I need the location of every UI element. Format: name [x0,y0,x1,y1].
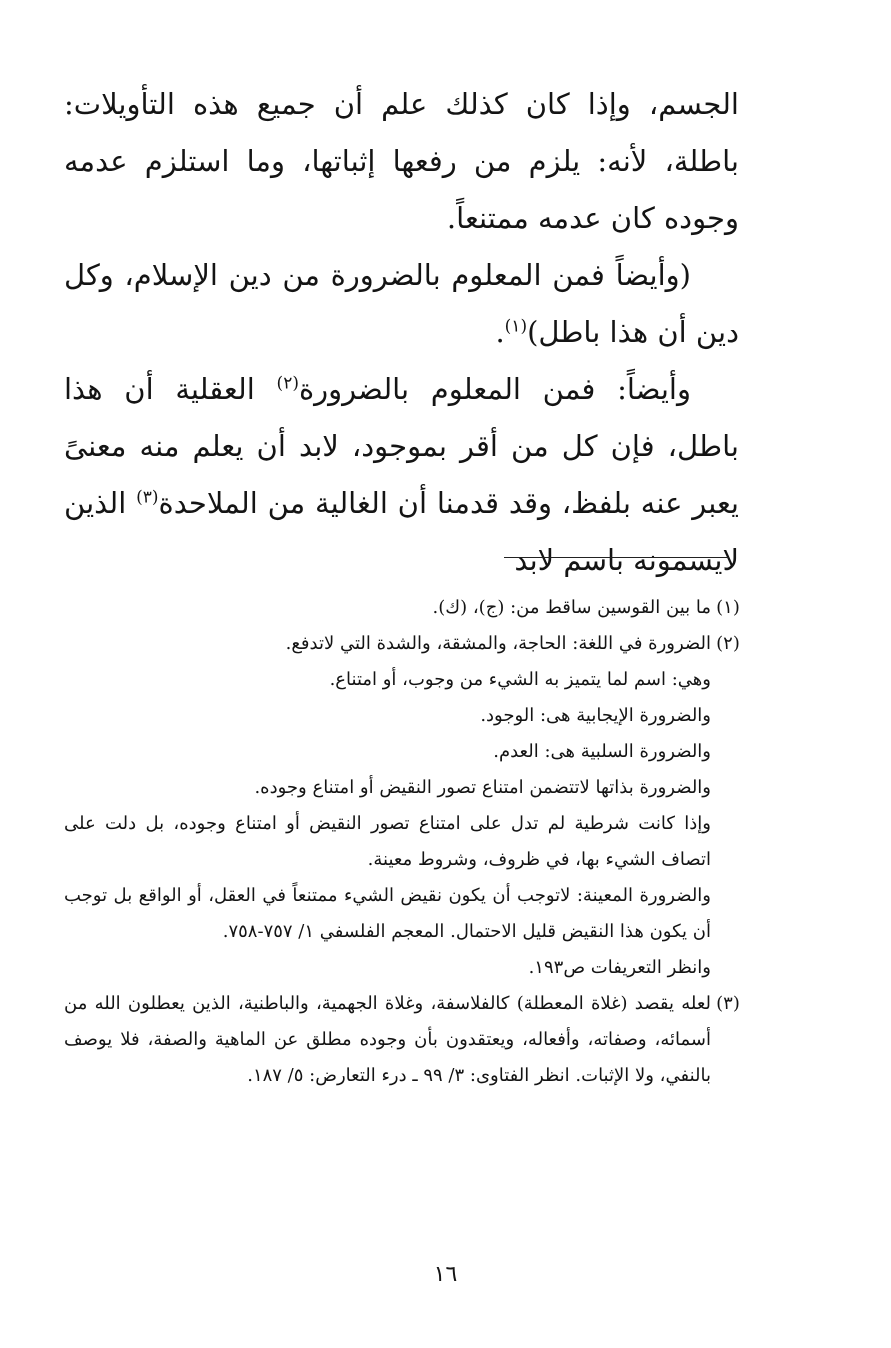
paragraph-2 [64,247,739,361]
footnote-line: الضرورة في اللغة: الحاجة، والمشقة، والشدة التي لاتدفع. [285,633,711,654]
paragraph-1: الجسم، وإذا كان كذلك علم أن جميع هذه التأويلات: باطلة، لأنه: يلزم من رفعها إثباتها، وما استلزم عدمه وجوده كان عدمه ممتنعاً. [64,87,739,235]
footnote-line: وانظر التعريفات ص١٩٣. [528,957,711,978]
paragraph-3 [64,361,739,589]
footnotes [64,590,741,1094]
footnote-number: (٣) [716,993,740,1014]
footnote-line: والضرورة المعينة: لاتوجب أن يكون نقيض الشيء ممتنعاً في العقل، أو الواقع بل توجب أن يكون هذا النقيض قليل الاحتمال. المعجم الفلسفي ١/ ٧٥٧-٧٥٨. [64,885,711,942]
paragraph-2-end: . [495,315,505,349]
footnote-line: لعله يقصد (غلاة المعطلة) كالفلاسفة، وغلاة الجهمية، والباطنية، الذين يعطلون الله من أسمائه، وصفاته، وأفعاله، ويعتقدون بأن وجوده مطلق عن الماهية والصفة، فلا يوصف بالنفي، ولا الإثبات. انظر الفتاوى: ٣/ ٩٩ ـ درء التعارض: ٥/ ١٨٧. [64,993,711,1086]
page-number: ١٦ [433,1262,458,1287]
footnote-ref-2[interactable]: (٢) [276,373,299,394]
footnote-number: (٢) [716,633,740,654]
paragraph-3-part-b: العقلية أن هذا باطل، فإن كل من أقر بموجود، لابد أن يعلم منه معنىً يعبر عنه بلفظ، وقد قدمنا أن الغالية من الملاحدة [64,372,740,520]
footnote-1 [64,590,741,626]
footnote-line: ما بين القوسين ساقط من: (ج)، (ك). [432,597,711,618]
paragraph-3-part-a: وأيضاً: فمن المعلوم بالضرورة [298,372,691,406]
footnote-line: والضرورة السلبية هى: العدم. [493,741,711,762]
footnote-line: والضرورة بذاتها لاتتضمن امتناع تصور النقيض أو امتناع وجوده. [254,777,711,798]
footnote-3 [64,986,741,1094]
footnote-line: وإذا كانت شرطية لم تدل على امتناع تصور النقيض أو امتناع وجوده، بل دلت على اتصاف الشيء بها، في ظروف، وشروط معينة. [64,813,711,870]
footnote-line: والضرورة الإيجابية هى: الوجود. [480,705,711,726]
footnote-number: (١) [716,597,740,618]
paragraph-2-text: (وأيضاً فمن المعلوم بالضرورة من دين الإسلام، وكل دين أن هذا باطل) [64,258,739,349]
main-text [64,76,739,589]
footnote-line: وهي: اسم لما يتميز به الشيء من وجوب، أو امتناع. [329,669,711,690]
footnote-ref-3[interactable]: (٣) [136,487,159,508]
footnote-2 [64,626,741,986]
paragraph-3-part-c: الذين لايسمونه باسم لابد [64,486,739,577]
footnote-ref-1[interactable]: (١) [504,316,528,337]
footnote-divider [504,557,729,558]
